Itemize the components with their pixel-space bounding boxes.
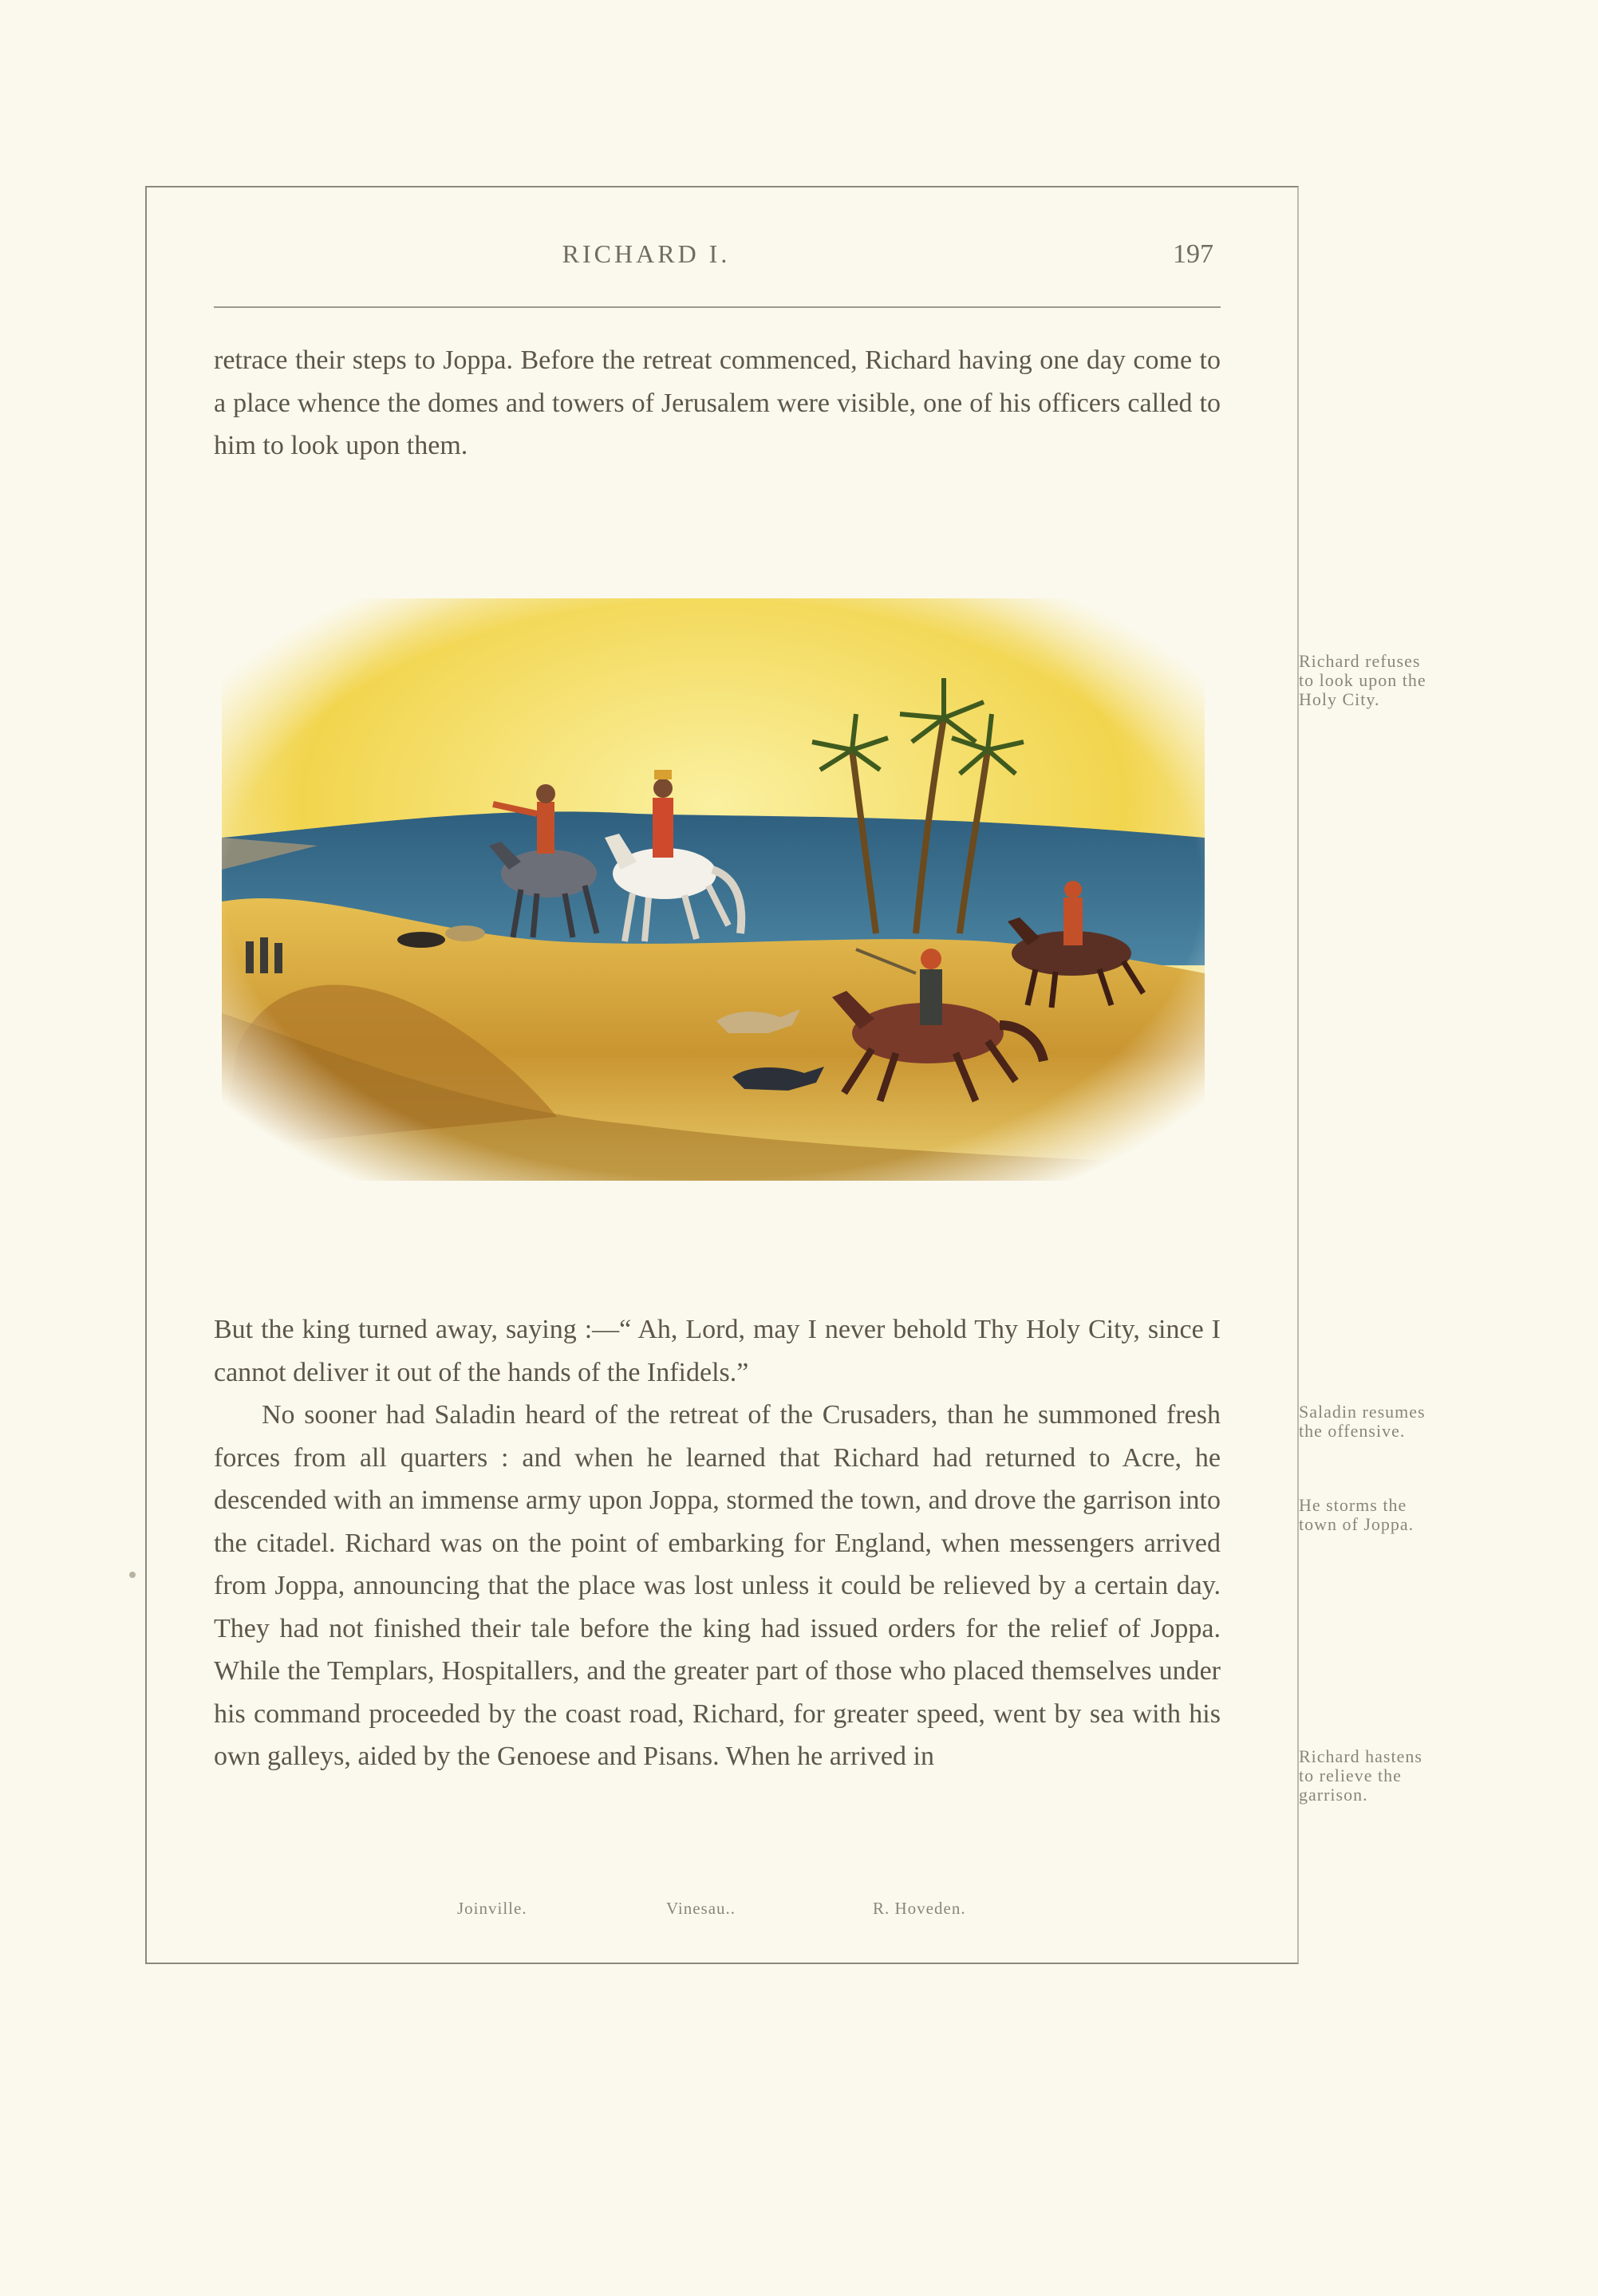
text-block-bottom <box>214 1308 1221 1778</box>
paragraph-top: retrace their steps to Joppa. Before the retreat commenced, Richard having one day come to a place whence the domes and towers of Jerusalem were visible, one of his officers called to him to look upon them. <box>214 345 1221 460</box>
paper-speck <box>129 1572 136 1578</box>
header-rule <box>214 306 1221 308</box>
footnote-hoveden: R. Hoveden. <box>873 1899 966 1918</box>
margin-note-refuses: Richard refuses to look upon the Holy City. <box>1299 651 1426 709</box>
vignette <box>222 598 1205 1181</box>
text-block-top <box>214 339 1221 467</box>
illustration-richard-view <box>222 598 1205 1181</box>
illustration-svg <box>222 598 1205 1181</box>
paragraph-2: No sooner had Saladin heard of the retreat of the Crusaders, than he summoned fresh forces from all quarters : and when he learned that Richard had returned to Acre, he descended with an immense army upon Joppa, stormed the town, and drove the garrison into the citadel. Richard was on the point of embarking for England, when messengers arrived from Joppa, announcing that the place was lost unless it could be relieved by a certain day. They had not finished their tale before the king had issued orders for the relief of Joppa. While the Templars, Hospitallers, and the greater part of those who placed themselves under his command proceeded by the coast road, Richard, for greater speed, went by sea with his own galleys, aided by the Genoese and Pisans. When he arrived in <box>214 1400 1221 1771</box>
footnote-joinville: Joinville. <box>457 1899 527 1918</box>
footnote-vinesau: Vinesau.. <box>666 1899 736 1918</box>
paragraph-1: But the king turned away, saying :—“ Ah, Lord, may I never behold Thy Holy City, since I cannot deliver it out of the hands of the Infidels.” <box>214 1315 1221 1387</box>
running-head: RICHARD I. <box>562 239 731 268</box>
margin-note-storms: He storms the town of Joppa. <box>1299 1495 1415 1534</box>
page-number: 197 <box>1173 239 1213 269</box>
margin-note-hastens: Richard hastens to relieve the garrison. <box>1299 1746 1422 1805</box>
margin-note-saladin: Saladin resumes the offensive. <box>1299 1402 1426 1441</box>
